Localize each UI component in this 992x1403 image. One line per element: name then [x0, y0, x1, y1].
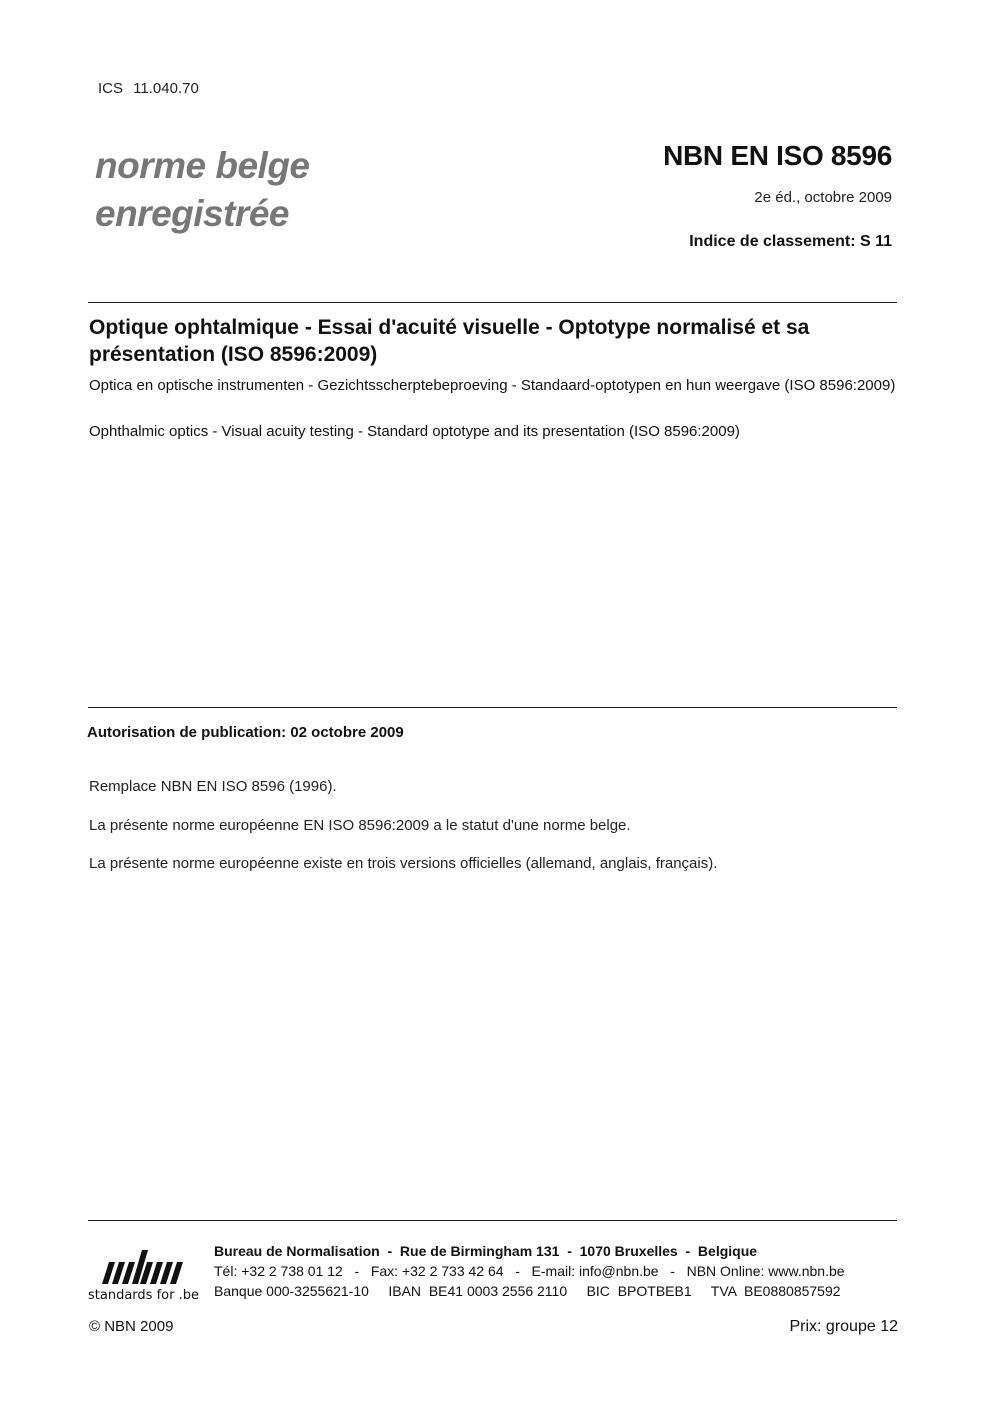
price-group: Prix: groupe 12 — [789, 1318, 898, 1335]
note-versions: La présente norme européenne existe en trois versions officielles (allemand, anglais, français). — [89, 855, 718, 872]
edition-date: 2e éd., octobre 2009 — [754, 189, 892, 206]
divider-top — [88, 302, 897, 303]
copyright: © NBN 2009 — [89, 1318, 174, 1335]
note-status: La présente norme européenne EN ISO 8596:2009 a le statut d'une norme belge. — [89, 817, 631, 834]
title-dutch: Optica en optische instrumenten - Gezichtsscherptebeproeving - Standaard-optotypen en hun weergave (ISO 8596:2009) — [89, 377, 896, 394]
title-english: Ophthalmic optics - Visual acuity testing - Standard optotype and its presentation (ISO 8596:2009) — [89, 423, 740, 440]
note-replaces: Remplace NBN EN ISO 8596 (1996). — [89, 778, 337, 795]
organization-info — [214, 1241, 845, 1301]
ics-code: ICS 11.040.70 — [98, 80, 199, 97]
org-contact: Tél: +32 2 738 01 12 - Fax: +32 2 733 42 64 - E-mail: info@nbn.be - NBN Online: www.nbn.be — [214, 1263, 845, 1279]
nbn-logo — [88, 1228, 200, 1308]
document-number: NBN EN ISO 8596 — [663, 140, 892, 171]
brand-line-2: enregistrée — [95, 193, 289, 234]
brand-heading — [95, 142, 310, 238]
brand-line-1: norme belge — [95, 145, 310, 186]
logo-tagline: standards for .be — [88, 1288, 199, 1303]
divider-middle — [88, 707, 897, 708]
title-french: Optique ophtalmique - Essai d'acuité visuelle - Optotype normalisé et sa présentation (ISO 8596:2009) — [89, 316, 810, 366]
org-address: Bureau de Normalisation - Rue de Birmingham 131 - 1070 Bruxelles - Belgique — [214, 1243, 758, 1259]
classification-index: Indice de classement: S 11 — [689, 233, 892, 250]
org-bank: Banque 000-3255621-10 IBAN BE41 0003 2556 2110 BIC BPOTBEB1 TVA BE0880857592 — [214, 1283, 841, 1299]
publication-authorization: Autorisation de publication: 02 octobre 2009 — [87, 724, 404, 741]
divider-footer — [88, 1220, 897, 1221]
